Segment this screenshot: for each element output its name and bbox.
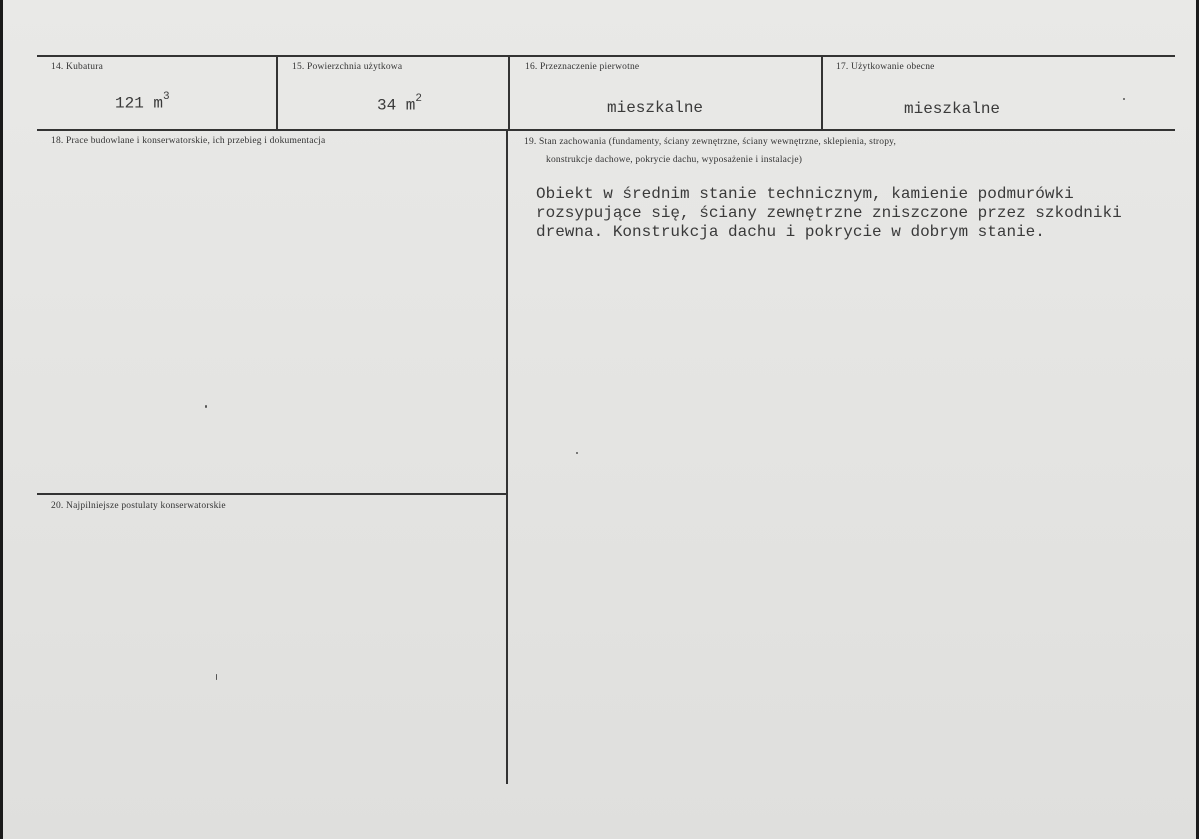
divider-15-16	[508, 55, 510, 129]
field19-text-line: drewna. Konstrukcja dachu i pokrycie w dobrym stanie.	[536, 223, 1045, 241]
field14-label: 14. Kubatura	[51, 62, 103, 72]
field19-text-line: rozsypujące się, ściany zewnętrzne zniszczone przez szkodniki	[536, 204, 1122, 222]
paper-speck	[216, 674, 217, 680]
field20-top-rule	[37, 493, 507, 495]
field16-value: mieszkalne	[607, 99, 704, 117]
field20-label: 20. Najpilniejsze postulaty konserwatorskie	[51, 501, 226, 511]
divider-14-15	[276, 55, 278, 129]
field19-text-line: Obiekt w średnim stanie technicznym, kamienie podmurówki	[536, 185, 1074, 203]
field14-value-text: 121 m	[115, 94, 164, 113]
field15-value	[377, 95, 422, 114]
divider-left-right	[506, 129, 508, 784]
field19-text	[536, 185, 1122, 242]
divider-16-17	[821, 55, 823, 129]
field15-value-exponent: 2	[415, 93, 423, 105]
field18-label: 18. Prace budowlane i konserwatorskie, ich przebieg i dokumentacja	[51, 136, 326, 146]
field14-value	[115, 93, 170, 112]
field15-label: 15. Powierzchnia użytkowa	[292, 62, 403, 72]
field17-label: 17. Użytkowanie obecne	[836, 62, 935, 72]
row1-bottom-rule	[37, 129, 1175, 131]
field16-label: 16. Przeznaczenie pierwotne	[525, 62, 640, 72]
paper-speck	[576, 452, 578, 454]
top-rule	[37, 55, 1175, 57]
field17-value: mieszkalne	[904, 100, 1001, 118]
field14-value-exponent: 3	[163, 91, 170, 103]
field19-label-line1: 19. Stan zachowania (fundamenty, ściany zewnętrzne, ściany wewnętrzne, sklepienia, stropy,	[524, 137, 897, 147]
paper-speck	[1123, 98, 1125, 100]
paper-speck	[205, 405, 207, 408]
field15-value-text: 34 m	[377, 96, 416, 115]
field19-label-line2: konstrukcje dachowe, pokrycie dachu, wyposażenie i instalacje)	[546, 155, 803, 165]
